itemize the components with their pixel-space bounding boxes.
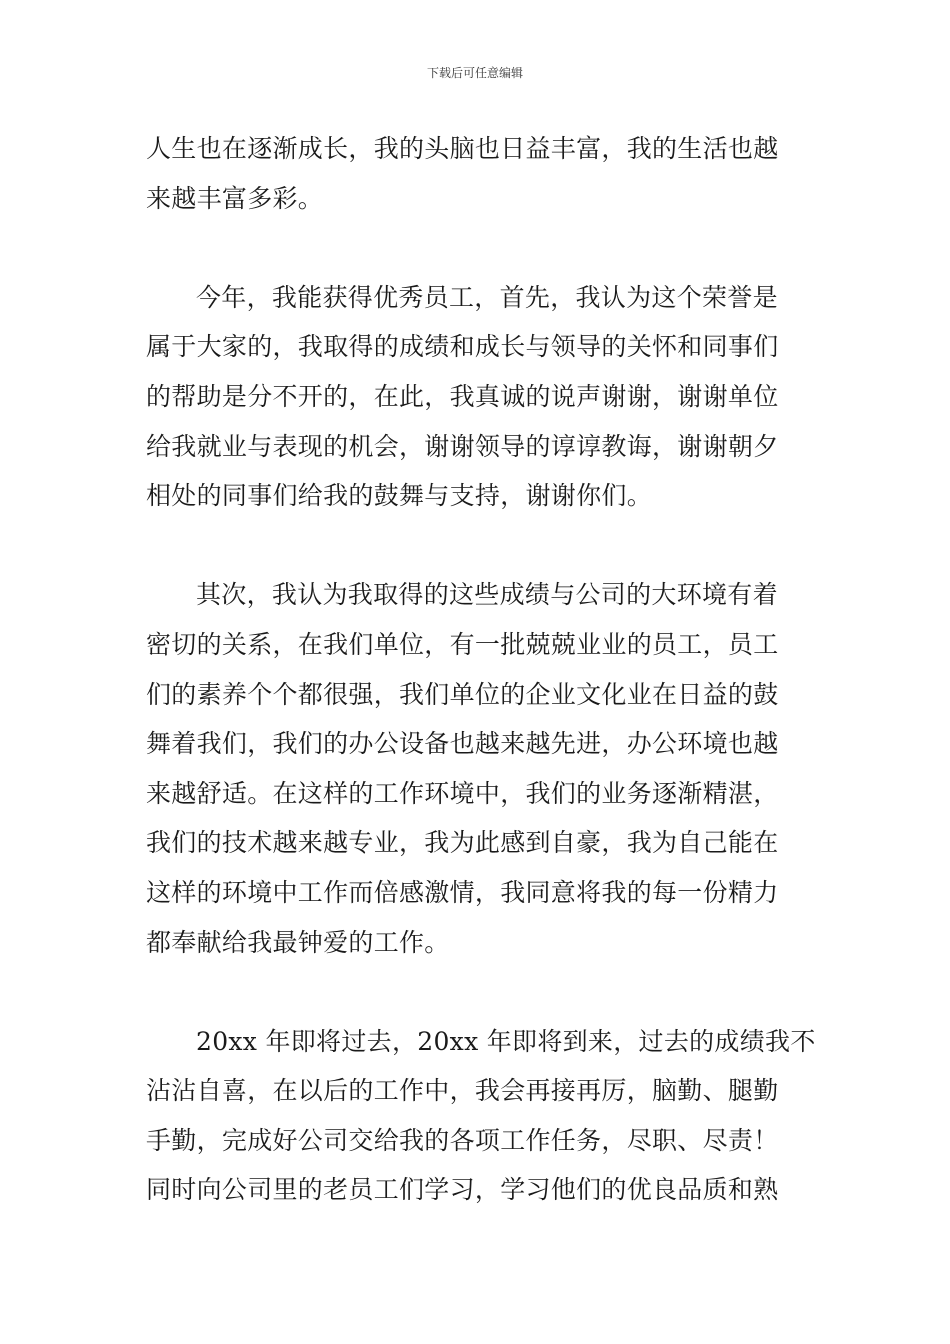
text-line: 沾沾自喜，在以后的工作中，我会再接再厉，脑勤、腿勤 [146,1076,779,1106]
paragraph-2 [146,273,811,521]
document-body [146,124,816,1215]
paragraph-gap [146,967,811,1017]
text-line: 来越舒适。在这样的工作环境中，我们的业务逐渐精湛， [146,778,779,808]
text-line: 同时向公司里的老员工们学习，学习他们的优良品质和熟 [146,1175,779,1205]
text-line: 20xx 年即将过去，20xx 年即将到来，过去的成绩我不 [196,1026,816,1056]
text-line: 都奉献给我最钟爱的工作。 [146,927,450,957]
text-line: 这样的环境中工作而倍感激情，我同意将我的每一份精力 [146,877,779,907]
text-line: 来越丰富多彩。 [146,183,324,213]
text-line: 人生也在逐渐成长，我的头脑也日益丰富，我的生活也越 [146,134,779,163]
text-line: 给我就业与表现的机会，谢谢领导的谆谆教诲，谢谢朝夕 [146,431,779,461]
text-line: 密切的关系，在我们单位，有一批兢兢业业的员工，员工 [146,629,779,659]
text-line: 其次，我认为我取得的这些成绩与公司的大环境有着 [196,580,778,610]
text-line: 相处的同事们给我的鼓舞与支持，谢谢你们。 [146,481,653,511]
text-line: 舞着我们，我们的办公设备也越来越先进，办公环境也越 [146,729,779,759]
text-line: 的帮助是分不开的，在此，我真诚的说声谢谢，谢谢单位 [146,381,779,411]
paragraph-1 [146,124,811,223]
text-line: 属于大家的，我取得的成绩和成长与领导的关怀和同事们 [146,332,779,362]
text-line: 手勤，完成好公司交给我的各项工作任务，尽职、尽责！ [146,1125,779,1155]
paragraph-4 [146,1017,816,1215]
text-line: 今年，我能获得优秀员工，首先，我认为这个荣誉是 [196,282,778,312]
page-header: 下载后可任意编辑 [426,66,523,80]
paragraph-gap [146,223,811,273]
text-line: 我们的技术越来越专业，我为此感到自豪，我为自己能在 [146,828,779,858]
text-line: 们的素养个个都很强，我们单位的企业文化业在日益的鼓 [146,679,779,709]
paragraph-3 [146,570,811,967]
paragraph-gap [146,521,811,571]
